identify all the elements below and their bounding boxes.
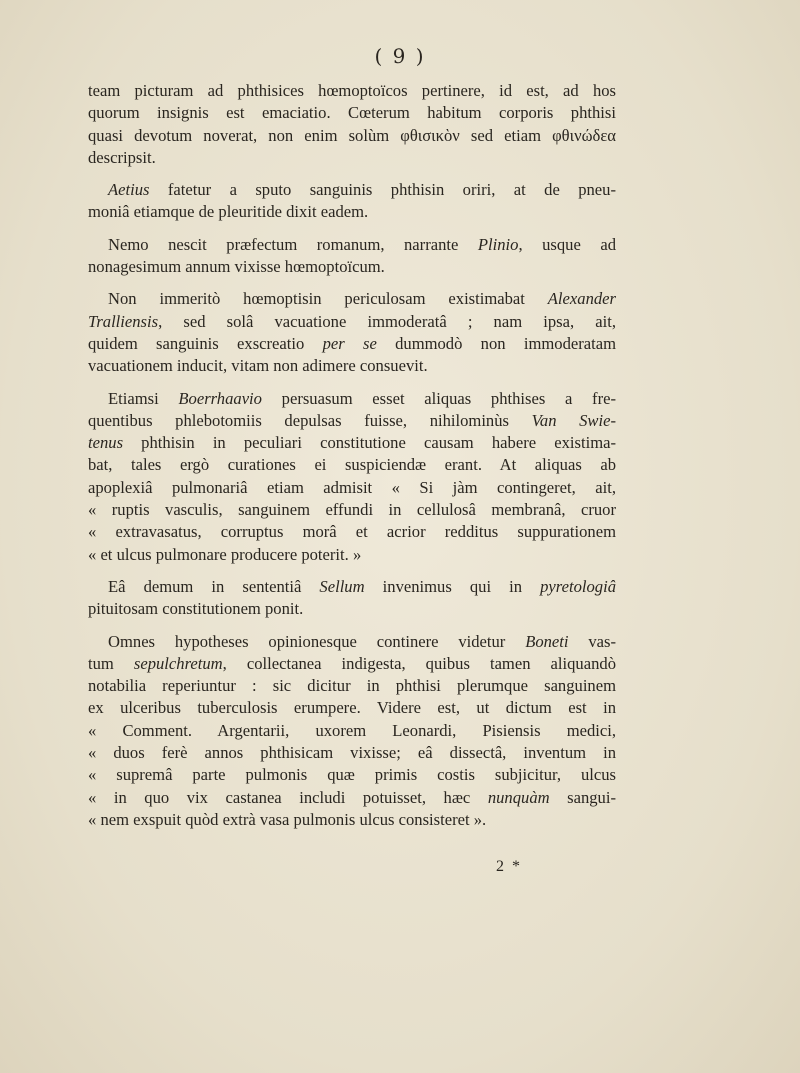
text-line: « nem exspuit quòd extrà vasa pulmonis ulcus consisteret ». [88, 809, 487, 829]
text-line: nonagesimum annum vixisse hœmoptoïcum. [88, 257, 385, 277]
text-span: « in quo vix castanea includi potuisset, hæc [88, 787, 488, 807]
text-span: , collectanea indigesta, quibus tamen aliquandò [222, 653, 616, 673]
author-name: Tralliensis [88, 311, 159, 331]
text-line [88, 234, 616, 256]
text-span: quidem sanguinis exscreatio [88, 333, 323, 353]
text-span: fatetur a sputo sanguinis phthisin oriri, at de pneu- [149, 180, 616, 200]
text-line: notabilia reperiuntur : sic dicitur in phthisi plerumque sanguinem [88, 676, 616, 696]
paragraph-3 [88, 234, 616, 279]
text-line [88, 410, 616, 432]
text-line [88, 333, 616, 355]
text-span: , usque ad [518, 234, 617, 254]
text-line: « Comment. Argentarii, uxorem Leonardi, Pisiensis medici, [88, 720, 616, 740]
text-span: invenimus qui in [364, 576, 541, 596]
text-line [88, 631, 616, 653]
text-span: Omnes hypotheses opinionesque continere videtur [108, 631, 526, 651]
paragraph-6 [88, 576, 616, 621]
signature-mark: 2 * [496, 858, 522, 875]
text-line: bat, tales ergò curationes ei suspiciendæ erant. At aliquas ab [88, 455, 616, 475]
text-line [88, 388, 616, 410]
text-span: tum [88, 653, 134, 673]
paragraph-7 [88, 631, 616, 832]
text-span: phthisin in peculiari constitutione causam habere existima- [123, 433, 616, 453]
paragraph-4 [88, 288, 616, 377]
text-line: « supremâ parte pulmonis quæ primis costis subjicitur, ulcus [88, 765, 616, 785]
author-name: Boneti [525, 631, 569, 651]
text-span: Nemo nescit præfectum romanum, narrante [108, 234, 478, 254]
text-line [88, 288, 616, 310]
author-name: tenus [88, 433, 124, 453]
text-line [88, 179, 616, 201]
italic-phrase: nunquàm [487, 787, 550, 807]
text-line [88, 787, 616, 809]
text-line: ex ulceribus tuberculosis erumpere. Videre est, ut dictum est in [88, 698, 616, 718]
text-line: « et ulcus pulmonare producere poterit. » [88, 544, 362, 564]
text-span: Non immeritò hœmoptisin periculosam existimabat [108, 289, 548, 309]
author-name: Alexander [547, 289, 616, 309]
paragraph-2 [88, 179, 616, 224]
text-line [88, 432, 616, 454]
text-line: moniâ etiamque de pleuritide dixit eadem. [88, 202, 369, 222]
text-line: vacuationem inducit, vitam non adimere consuevit. [88, 356, 428, 376]
text-span: Etiamsi [108, 388, 179, 408]
italic-phrase: per se [322, 333, 377, 353]
text-span: Eâ demum in sententiâ [108, 576, 320, 596]
text-line [88, 653, 616, 675]
text-line: « extravasatus, corruptus morâ et acrior redditus suppurationem [88, 522, 616, 542]
text-span: , sed solâ vacuatione immoderatâ ; nam ipsa, ait, [158, 311, 616, 331]
text-span: persuasum esset aliquas phthises a fre- [261, 388, 616, 408]
text-line: team picturam ad phthisices hœmoptoïcos pertinere, id est, ad hos [88, 81, 616, 100]
text-line: pituitosam constitutionem ponit. [88, 599, 304, 619]
text-line: « ruptis vasculis, sanguinem effundi in cellulosâ membranâ, cruor [88, 500, 616, 520]
text-span: vas- [568, 631, 617, 651]
text-line: descripsit. [88, 147, 156, 167]
italic-phrase: pyretologiâ [540, 576, 616, 596]
text-line [88, 311, 616, 333]
author-name: Plinio [477, 234, 519, 254]
text-line [88, 576, 616, 598]
paragraph-1 [88, 80, 616, 169]
author-name: Boerrhaavio [178, 388, 262, 408]
text-line: quasi devotum noverat, non enim solùm φθισικὸν sed etiam φθινώδεα [88, 125, 616, 145]
text-span: quentibus phlebotomiis depulsas fuisse, nihilominùs [88, 410, 532, 430]
text-line: apoplexiâ pulmonariâ etiam admisit « Si jàm contingeret, ait, [88, 477, 616, 497]
author-name: Sellum [319, 576, 365, 596]
author-name: Van Swie- [531, 410, 616, 430]
text-line: quorum insignis est emaciatio. Cœterum habitum corporis phthisi [88, 103, 616, 123]
author-name: Aetius [108, 180, 150, 200]
body-text [88, 80, 616, 831]
italic-phrase: sepulchretum [133, 653, 223, 673]
text-span: sangui- [549, 787, 616, 807]
text-span: dummodò non immoderatam [376, 333, 617, 353]
paragraph-5 [88, 388, 616, 566]
text-line: « duos ferè annos phthisicam vixisse; eâ dissectâ, inventum in [88, 743, 616, 763]
page-number: ( 9 ) [374, 44, 426, 68]
